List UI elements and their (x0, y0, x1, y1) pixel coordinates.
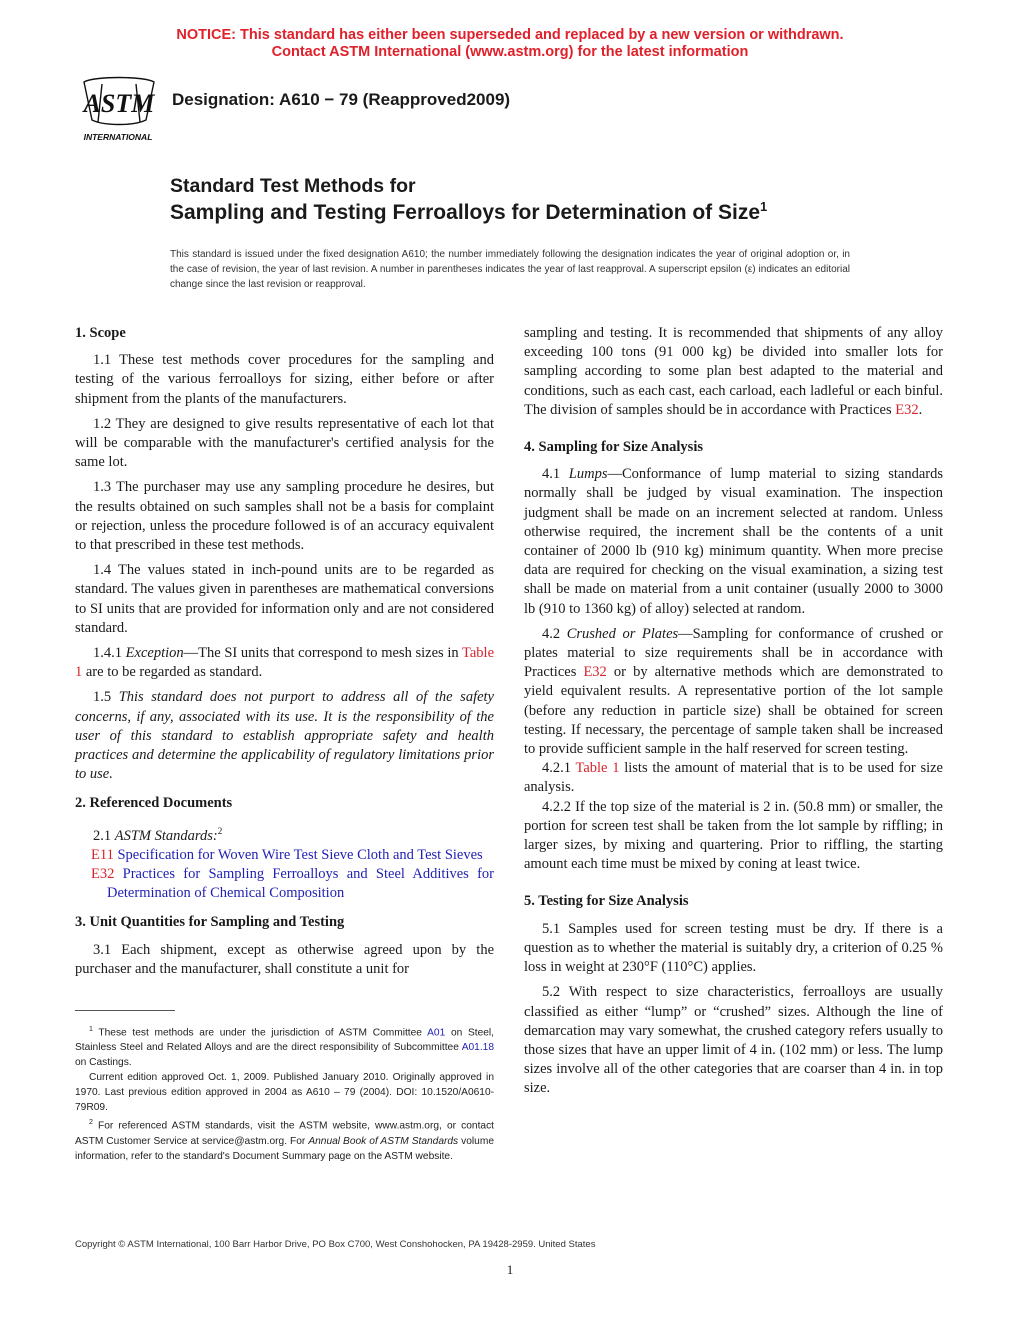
e32-link-2[interactable]: E32 (895, 401, 919, 418)
para-4-2-2: 4.2.2 If the top size of the material is 2 in. (50.8 mm) or smaller, the portion for screen test shall be taken from the lot sample by riffling; in larger sizes, by mixing and quartering. Prior to riffling, the starting amount each time must be mixed by coning at least twice. (524, 798, 943, 873)
title-footnote-ref: 1 (760, 199, 768, 214)
a01-18-link[interactable]: A01.18 (461, 1042, 494, 1054)
right-column (524, 324, 943, 1105)
section-1-heading: 1. Scope (75, 325, 126, 341)
para-1-2: 1.2 They are designed to give results representative of each lot that will be comparable with the manufacturer's certified analysis for the same lot. (75, 415, 494, 471)
footnote-1-edition: Current edition approved Oct. 1, 2009. Published January 2010. Originally approved in 1970. Last previous edition approved in 2004 as A610 – 79 (2004). DOI: 10.1520/A0610-79R09. (75, 1072, 494, 1114)
ref-e11 (75, 846, 494, 865)
footnote-1: $^1$ These test methods are under the jurisdiction of ASTM Committee A01 on Steel, Stainless Steel and Related Alloys and are the direct responsibility of Subcommittee A01.18 on Castings. (75, 1026, 495, 1069)
para-2-1: 2.1 ASTM Standards:$^2$ (93, 825, 223, 844)
para-3-1: 3.1 Each shipment, except as otherwise agreed upon by the purchaser and the manufacturer, shall constitute a unit for (75, 941, 494, 977)
left-column (75, 324, 494, 985)
logo-text: ASTM (83, 89, 155, 118)
e32-link-3[interactable]: E32 (583, 664, 607, 681)
para-4-2-1: 4.2.1 Table 1 lists the amount of material that is to be used for size analysis. (524, 760, 943, 796)
issued-note: This standard is issued under the fixed designation A610; the number immediately following the designation indicates the year of original adoption or, in the case of revision, the year of last revision. A number in parentheses indicates the year of last reapproval. A superscript epsilon (ε) indicates an editorial change since the last revision or reapproval. (170, 249, 850, 290)
section-5-heading: 5. Testing for Size Analysis (524, 893, 689, 910)
table-1-link[interactable]: Table 1 (75, 645, 495, 681)
para-1-4-1: 1.4.1 Exception—The SI units that correspond to mesh sizes in Table 1 are to be regarded as standard. (75, 645, 495, 681)
section-2-heading: 2. Referenced Documents (75, 795, 233, 812)
title-line-1: Standard Test Methods for (170, 175, 416, 197)
para-1-1: 1.1 These test methods cover procedures for the sampling and testing of the various ferroalloys for sizing, either before or after shipment from the plants of the manufacturers. (75, 352, 494, 407)
page-number: 1 (506, 1262, 514, 1277)
designation: Designation: A610 − 79 (Reapproved2009) (172, 90, 511, 109)
astm-logo-icon (74, 74, 162, 144)
section-4-heading: 4. Sampling for Size Analysis (524, 439, 703, 456)
footnote-2: $^2$ For referenced ASTM standards, visit the ASTM website, www.astm.org, or contact ASTM Customer Service at service@astm.org. For Annual Book of ASTM Standards volume information, refer to the standard's Document Summary page on the ASTM website. (75, 1119, 495, 1162)
para-4-1: 4.1 Lumps—Conformance of lump material to sizing standards normally shall be judged by visual examination. The inspection judgment shall be made on an increment selected at random. Unless otherwise required, the increment shall be the contents of a unit container of 2000 lb (910 kg) minimum quantity. When more precise data are required for checking on the visual examination, a sizing test shall be made on material from a unit container (usually 2000 to 3000 lb (910 to 1360 kg) of alloy) selected at random. (524, 466, 943, 617)
e11-link[interactable]: E11 (91, 846, 114, 863)
para-3-1-cont: sampling and testing. It is recommended that shipments of any alloy exceeding 100 tons (91 000 kg) be divided into smaller lots for sampling according to some plan best adapted to the material and conditions, such as each cast, each carload, each ladleful or each binful. The division of samples should be in accordance with Practices E32. (524, 325, 943, 418)
ref-e32 (75, 865, 494, 903)
para-1-5: 1.5 This standard does not purport to address all of the safety concerns, if any, associated with its use. It is the responsibility of the user of this standard to establish appropriate safety and health practices and determine the applicability of regulatory limitations prior to use. (75, 689, 494, 783)
e11-title-link[interactable]: Specification for Woven Wire Test Sieve Cloth and Test Sieves (113, 846, 483, 863)
table-1-link-2[interactable]: Table 1 (575, 760, 620, 777)
section-3-heading: 3. Unit Quantities for Sampling and Testing (75, 914, 345, 931)
copyright: Copyright © ASTM International, 100 Barr Harbor Drive, PO Box C700, West Conshohocken, PA 19428-2959. United States (75, 1239, 596, 1250)
a01-link[interactable]: A01 (427, 1027, 446, 1039)
notice-line-1: NOTICE: This standard has either been superseded and replaced by a new version or withdrawn. (176, 27, 844, 43)
para-4-2: 4.2 Crushed or Plates—Sampling for conformance of crushed or plates material to size requirements shall be in accordance with Practices E32 or by alternative methods which are demonstrated to yield equivalent results. A representative portion of the lot sample (before any reduction in particle size) shall be obtained for screen testing. If necessary, the percentage of sample taken shall be increased to provide sufficient sample in the half reserved for screen testing. (524, 625, 944, 758)
e32-link[interactable]: E32 (91, 865, 115, 882)
para-1-3: 1.3 The purchaser may use any sampling procedure he desires, but the results obtained on such samples shall not be a basis for complaint or rejection, unless the procedure followed is of an accuracy equivalent to that prescribed in these test methods. (75, 479, 494, 554)
title-line-2: Sampling and Testing Ferroalloys for Determination of Size$^1$ (170, 199, 768, 224)
notice-line-2: Contact ASTM International (www.astm.org) for the latest information (271, 44, 749, 60)
footnote-divider (75, 1010, 175, 1011)
notice-banner (0, 27, 1020, 61)
footnotes (75, 1022, 494, 1164)
para-1-4: 1.4 The values stated in inch-pound units are to be regarded as standard. The values given in parentheses are mathematical conversions to SI units that are provided for information only and are not considered standard. (75, 562, 494, 636)
para-5-2: 5.2 With respect to size characteristics, ferroalloys are usually classified as either “lump” or “crushed” sizes. Although the line of demarcation may vary somewhat, the crushed category refers usually to those sizes that have an upper limit of 4 in. (102 mm) or less. The lump sizes involve all of the other categories that are coarser than 4 in. in top size. (524, 984, 943, 1097)
e32-title-link[interactable]: Practices for Sampling Ferroalloys and Steel Additives for Determination of Chemical Composition (107, 865, 494, 902)
para-5-1: 5.1 Samples used for screen testing must be dry. If there is a question as to whether the material is suitably dry, a criterion of 0.25 % loss in weight at 230°F (110°C) applies. (524, 920, 943, 976)
logo-subtext: INTERNATIONAL (83, 132, 153, 142)
